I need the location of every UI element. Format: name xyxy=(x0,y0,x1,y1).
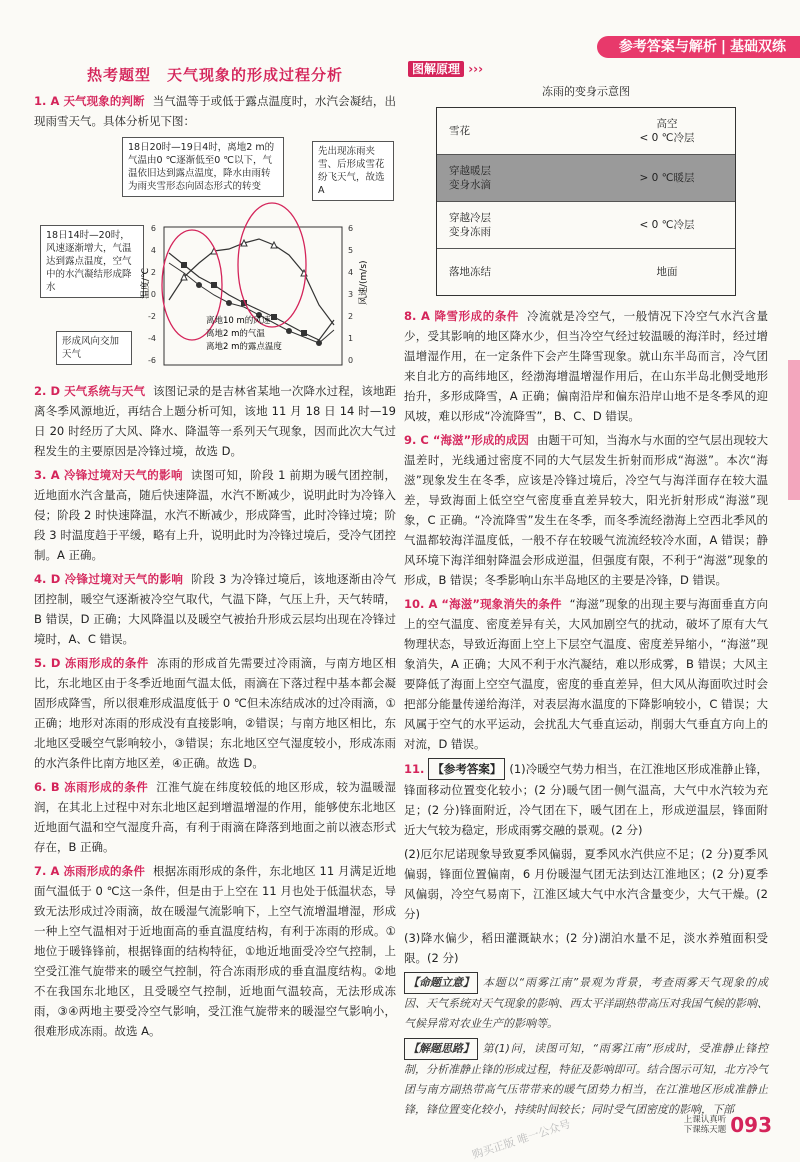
approach-note: 【解题思路】 第(1)问，读图可知，“雨雾江南”形成时，受准静止锋控制，分析准静止锋的形成过程，特征及影响即可。结合图示可知，北方冷气团与南方副热带高气压带带来的暖气团势力相当，在江淮地区形成准静止锋，锋位置变化较小，持续时间较长；同时受气团密度的影响，下部 xyxy=(404,1038,768,1120)
answer-9: 9. C “海滋”形成的成因 由题干可知，当海水与水面的空气层出现较大温差时，光线通过密度不同的大气层发生折射而形成“海滋”。本次“海滋”现象发生在冬季，应该是冷锋过境后，冷空气与海洋面存在较大温差，导致海面上低空空气密度垂直差异较大，阳光折射形成“海滋”现象，C 正确。“冷流降雪”发生在冬季，而冬季流经渤海上空西北季风的气温都较海洋温度低，一般不存在较暖气流流经较冷水面，A 错误；静风环境下海洋细射降温会形成逆温，但强度有限，不利于“海滋”现象的形成，B 错误；冬季影响山东半岛地区的主要是冷锋，D 错误。 xyxy=(404,433,768,587)
header-part-2: 基础双练 xyxy=(730,39,786,55)
svg-text:2: 2 xyxy=(348,312,354,321)
y-axis-left-label: 温度/℃ xyxy=(141,267,151,299)
svg-text:6: 6 xyxy=(150,224,156,233)
svg-text:3: 3 xyxy=(348,290,354,299)
answer-2: 2. D 天气系统与天气 该图记录的是吉林省某地一次降水过程，该地距离冬季风源地近，再结合上题分析可知，该地 11 月 18 日 14 时—19 日 20 时经历了大风、降水、降温等一系列天气现象，因而此次大气过程发生的主要原因是冷锋过境，故选 D。 xyxy=(34,384,397,458)
intent-note: 【命题立意】 本题以“雨雾江南”景观为背景，考查雨雾天气现象的成因、天气系统对天气现象的影响、西太平洋副热带高压对我国气候的影响、气候异常对农业生产的影响等。 xyxy=(404,972,768,1034)
header-part-1: 参考答案与解析 xyxy=(618,39,717,55)
svg-text:-4: -4 xyxy=(148,334,156,343)
svg-text:-6: -6 xyxy=(148,356,156,365)
svg-text:离地2 m的气温: 离地2 m的气温 xyxy=(206,329,265,339)
diagram-title: 冻雨的变身示意图 xyxy=(542,85,630,98)
layer-1: 雪花 高空 < 0 ℃冷层 xyxy=(449,118,695,144)
left-column xyxy=(34,60,396,1045)
svg-text:4: 4 xyxy=(348,268,354,277)
layer-3: 穿越冷层 变身冻雨 < 0 ℃冷层 xyxy=(437,201,735,248)
answer-3: 3. A 冷锋过境对天气的影响 读图可知，阶段 1 前期为暖气团控制，近地面水汽含量高，随后快速降温，水汽不断减少，说明此时为冷锋入侵；阶段 2 时快速降温，水汽不断减少，形成降雪，此时冷锋过境；阶段 3 时温度趋于平缓，略有上升，说明此时为冷锋过境后，受冷气团控制。A 正确。 xyxy=(34,468,396,562)
svg-text:离地10 m的风速: 离地10 m的风速 xyxy=(206,316,271,326)
svg-text:4: 4 xyxy=(150,246,156,255)
svg-text:5: 5 xyxy=(348,246,354,255)
callout-right: 先出现冻雨夹雪、后形成雪花纷飞天气，故选A xyxy=(312,141,394,201)
weather-chart-figure xyxy=(34,135,396,375)
watermark: 购买正版 唯一公众号 xyxy=(470,1117,573,1162)
answer-4: 4. D 冷锋过境对天气的影响 阶段 3 为冷锋过境后，该地逐渐由冷气团控制，暖空气逐渐被冷空气取代，气温下降，气压上升，天气转晴，B 错误，D 正确；大风降温以及暖空气被抬升形成云层均出现在冷锋过境时，A、C 错误。 xyxy=(34,572,396,646)
svg-text:离地2 m的露点温度: 离地2 m的露点温度 xyxy=(206,342,282,352)
callout-bottom: 形成风向交加天气 xyxy=(56,331,132,365)
answer-11-part-2: (2)厄尔尼诺现象导致夏季风偏弱，夏季风水汽供应不足；(2 分)夏季风偏弱，锋面位置偏南，6 月份暖湿气团无法到达江淮地区；(2 分)夏季风偏弱，冷空气易南下，江淮区域大气中水汽含量变少，大气干燥。(2 分) xyxy=(404,847,768,921)
answer-11-part-3: (3)降水偏少，稻田灌溉缺水；(2 分)湖泊水量不足，淡水养殖面积受限。(2 分) xyxy=(404,931,768,965)
callout-top: 18日20时—19日4时，离地2 m的气温由0 ℃逐渐低至0 ℃以下，气温依旧达到露点温度，降水由雨转为雨夹雪形态向固态形式的转变 xyxy=(122,137,284,197)
section-title: 热考题型 天气现象的形成过程分析 xyxy=(86,66,343,84)
weather-chart xyxy=(34,135,396,375)
diagram-header: 图解原理 ››› xyxy=(408,60,768,77)
svg-text:0: 0 xyxy=(348,356,354,365)
svg-text:6: 6 xyxy=(348,224,354,233)
answer-7: 7. A 冻雨形成的条件 根据冻雨形成的条件，东北地区 11 月满足近地面气温低于 0 ℃这一条件，但是由于上空在 11 月也处于低温状态，导致无法形成过冷雨滴，故在暖湿气流影响下，上空气流增温增湿，形成一种上空气温相对于近地面高的垂直温度结构，有利于冻雨的形成。①地位于暖锋锋前，根据锋面的结构特征，①地近地面受冷空气控制，上空受江淮气旋带来的暖空气控制，符合冻雨形成的垂直温度结构。②地不在我国东北地区，且受暖空气控制，近地面气温较高，无法形成冻雨，③④两地主要受冷空气影响，受江淮气旋带来的暖湿空气影响小，很难形成冻雨。故选 A。 xyxy=(34,864,396,1038)
freezing-rain-diagram xyxy=(436,83,736,296)
right-column xyxy=(404,60,768,1124)
callout-left: 18日14时—20时，风速逐渐增大，气温达到露点温度，空气中的水汽凝结形成降水 xyxy=(40,225,144,298)
page-footer: 上课认真听 下课练天题 093 xyxy=(683,1113,772,1137)
layer-4: 落地冻结 地面 xyxy=(437,248,735,295)
answer-1: 1. A 天气现象的判断 当气温等于或低于露点温度时，水汽会凝结，出现雨雪天气。具体分析见下图： xyxy=(34,94,396,128)
chart-legend xyxy=(206,315,282,352)
svg-text:0: 0 xyxy=(150,290,156,299)
answer-5: 5. D 冻雨形成的条件 冻雨的形成首先需要过冷雨滴，与南方地区相比，东北地区由于冬季近地面气温太低，雨滴在下落过程中基本都会凝固形成降雪，所以很难形成温度低于 0 ℃但未冻结成冰的过冷雨滴，①正确；地形对冻雨的形成没有直接影响，②错误；与南方地区相比，东北地区受暖空气影响较小，③错误；东北地区空气湿度较小，形成冻雨的水汽条件比南方地区差，④正确。故选 D。 xyxy=(34,656,397,770)
page-edge-tab xyxy=(788,360,800,500)
answer-10: 10. A “海滋”现象消失的条件 “海滋”现象的出现主要与海面垂直方向上的空气温度、密度差异有关，大风加剧空气的扰动，破坏了原有大气物理状态，导致近海面上空上下层空气温度、密度差异缩小，“海滋”现象消失，A 正确；大风不利于水汽凝结，难以形成雾，B 错误；大风主要降低了海面上空空气温度，密度的垂直差异，但大风从海面吹过时会把部分能量传递给海洋，对表层海水温度的下降影响较小，C 错误；大风属于空气的水平运动，会扰乱大气垂直运动，削弱大气垂直方向上的对流，D 错误。 xyxy=(404,597,768,751)
svg-text:1: 1 xyxy=(348,334,354,343)
y-axis-right-label: 风速/(m/s) xyxy=(359,260,369,305)
svg-text:-2: -2 xyxy=(148,312,156,321)
page-number: 093 xyxy=(730,1113,772,1137)
answer-8: 8. A 降雪形成的条件 冷流就是冷空气，一般情况下冷空气水汽含量少，受其影响的地区降水少，但当冷空气经过较温暖的海洋时，经过增温增湿作用，在一定条件下会产生降雪现象。就山东半岛而言，冷气团来自北方的高纬地区，经渤海增温增湿作用后，在山东半岛北侧受地形抬升，多形成降雪，A 正确；偏南沿岸和偏东沿岸山地不是冬季风的迎风坡，难以形成“冷流降雪”，B、C、D 错误。 xyxy=(404,309,769,423)
page-header-banner: 参考答案与解析 | 基础双练 xyxy=(597,36,800,58)
layer-2: 穿越暖层 变身水滴 > 0 ℃暖层 xyxy=(437,154,735,201)
answer-11: 11. 【参考答案】 (1)冷暖空气势力相当，在江淮地区形成准静止锋，锋面移动位置变化较小；(2 分)暖气团一侧气温高，大气中水汽较为充足；(2 分)锋面附近，冷气团在下，暖气团在上，形成逆温层，锋面附近大气较为稳定，形成雨雾交融的景观。(2 分) xyxy=(404,758,768,840)
svg-text:2: 2 xyxy=(150,268,156,277)
answer-6: 6. B 冻雨形成的条件 江淮气旋在纬度较低的地区形成，较为温暖湿润，在其北上过程中对东北地区起到增温增湿的作用，能够使东北地区近地面气温和空气湿度升高，有利于雨滴在降落到地面之前以液态形式存在，B 正确。 xyxy=(34,780,397,854)
